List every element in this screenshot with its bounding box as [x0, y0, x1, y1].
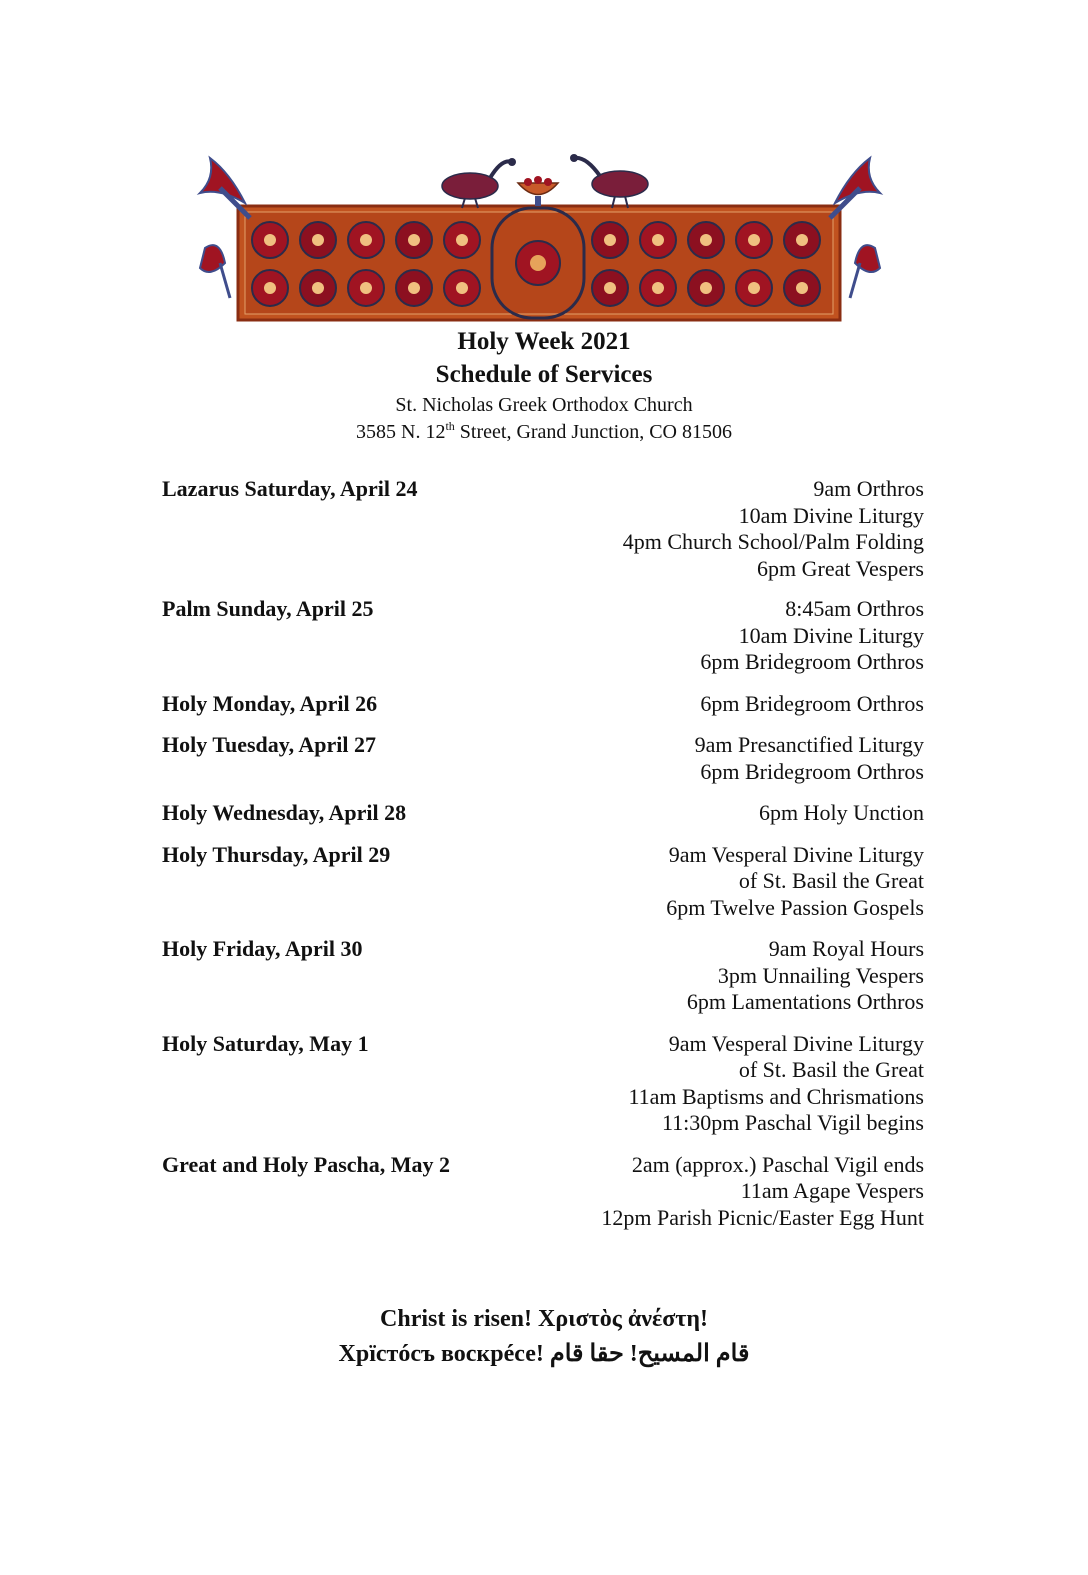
schedule-services — [695, 732, 924, 785]
schedule-day: Holy Monday, April 26 — [162, 690, 378, 716]
rosette-center-icon — [360, 234, 372, 246]
rosette-center-icon — [700, 234, 712, 246]
service-line: 11:30pm Paschal Vigil begins — [661, 1110, 924, 1135]
rosette-center-icon — [408, 234, 420, 246]
schedule-row — [162, 732, 924, 785]
service-line: 9am Presanctified Liturgy — [694, 732, 924, 757]
service-line: of St. Basil the Great — [738, 1057, 924, 1082]
rosette-center-icon — [652, 234, 664, 246]
rosette-center-icon — [312, 234, 324, 246]
schedule-day: Holy Tuesday, April 27 — [162, 732, 376, 757]
rosette-center-icon — [456, 282, 468, 294]
schedule-services — [628, 1031, 924, 1137]
service-line: 11am Agape Vespers — [740, 1178, 924, 1203]
rosette-center-icon — [264, 234, 276, 246]
schedule-day: Holy Thursday, April 29 — [162, 841, 391, 867]
left-bird-icon — [442, 158, 516, 208]
church-address — [0, 421, 1088, 444]
rosette-center-icon — [456, 234, 468, 246]
schedule-day: Holy Saturday, May 1 — [162, 1030, 369, 1056]
service-line: 4pm Church School/Palm Folding — [622, 529, 924, 554]
nest-bowl-icon — [518, 176, 558, 206]
schedule-services — [700, 691, 924, 718]
service-line: 11am Baptisms and Chrismations — [628, 1083, 924, 1109]
service-line: 9am Vesperal Divine Liturgy — [668, 1030, 924, 1056]
right-bird-icon — [570, 154, 648, 208]
rosette-center-icon — [312, 282, 324, 294]
schedule-services — [700, 596, 924, 676]
service-line: 3pm Unnailing Vespers — [717, 962, 924, 988]
schedule-row — [162, 691, 924, 718]
schedule-services — [623, 476, 924, 582]
page-title: Holy Week 2021 — [457, 328, 631, 355]
service-line: 6pm Lamentations Orthros — [686, 989, 924, 1014]
service-line: 6pm Bridegroom Orthros — [700, 649, 924, 674]
service-line: 9am Orthros — [813, 476, 924, 501]
rosette-center-icon — [264, 282, 276, 294]
service-line: 6pm Great Vespers — [757, 555, 924, 581]
schedule-services — [666, 842, 924, 922]
service-line: 9am Royal Hours — [768, 936, 924, 961]
service-line: 6pm Bridegroom Orthros — [700, 758, 924, 784]
service-line: 12pm Parish Picnic/Easter Egg Hunt — [601, 1204, 924, 1230]
schedule-day: Holy Friday, April 30 — [162, 936, 363, 961]
schedule-row — [162, 1031, 924, 1137]
service-line: 10am Divine Liturgy — [738, 502, 924, 528]
rosette-center-icon — [652, 282, 664, 294]
rosette-center-icon — [700, 282, 712, 294]
service-line: 9am Vesperal Divine Liturgy — [668, 841, 924, 867]
rosette-center-icon — [748, 282, 760, 294]
schedule-services — [759, 800, 924, 827]
rosette-center-icon — [796, 282, 808, 294]
schedule-services — [687, 936, 924, 1016]
paschal-greeting-line-1: Christ is risen! Χριστὸς ἀνέστη! — [380, 1306, 708, 1332]
paschal-greeting-line-2: Хрїстóсъ воскрéсе! قام المسيح! حقا قام — [338, 1341, 750, 1367]
address-rest: Street, Grand Junction, CO 81506 — [454, 421, 732, 443]
schedule-list — [162, 476, 924, 1231]
schedule-row — [162, 800, 924, 827]
schedule-row — [162, 596, 924, 676]
service-line: of St. Basil the Great — [738, 868, 924, 893]
rosette-center-icon — [796, 234, 808, 246]
church-name: St. Nicholas Greek Orthodox Church — [395, 394, 693, 416]
schedule-day: Lazarus Saturday, April 24 — [162, 476, 418, 501]
service-line: 10am Divine Liturgy — [738, 622, 924, 648]
rosette-center-icon — [748, 234, 760, 246]
rosette-center-icon — [604, 234, 616, 246]
rosette-center-icon — [604, 282, 616, 294]
address-number: 3585 N. 12 — [356, 421, 446, 443]
service-line: 8:45am Orthros — [785, 596, 924, 621]
illuminated-banner — [190, 148, 890, 328]
schedule-row — [162, 476, 924, 582]
page-subtitle: Schedule of Services — [435, 361, 653, 388]
schedule-row — [162, 1152, 924, 1232]
service-line: 6pm Bridegroom Orthros — [700, 690, 924, 716]
service-line: 6pm Holy Unction — [759, 800, 924, 825]
service-line: 2am (approx.) Paschal Vigil ends — [631, 1151, 924, 1177]
schedule-day: Palm Sunday, April 25 — [162, 596, 374, 621]
schedule-day: Great and Holy Pascha, May 2 — [162, 1151, 451, 1177]
address-ordinal: th — [445, 419, 455, 433]
rosette-center-icon — [360, 282, 372, 294]
rosette-center-icon — [408, 282, 420, 294]
schedule-day: Holy Wednesday, April 28 — [162, 800, 407, 825]
schedule-row — [162, 936, 924, 1016]
service-line: 6pm Twelve Passion Gospels — [666, 894, 924, 920]
schedule-row — [162, 842, 924, 922]
schedule-services — [601, 1152, 924, 1232]
